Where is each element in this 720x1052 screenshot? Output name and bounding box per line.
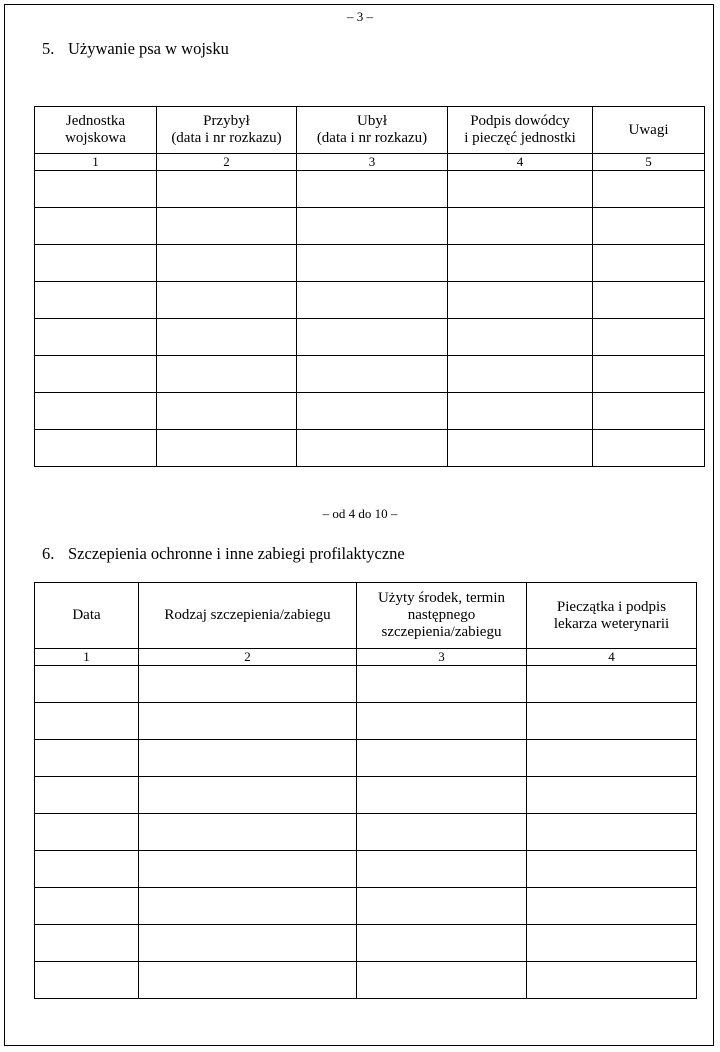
empty-cell [357, 814, 527, 851]
empty-cell [157, 245, 297, 282]
empty-cell [593, 208, 705, 245]
empty-cell [357, 703, 527, 740]
table-row [35, 208, 705, 245]
table-row [35, 393, 705, 430]
empty-cell [593, 393, 705, 430]
column-number: 1 [35, 154, 157, 171]
col-header-vet-stamp: Pieczątka i podpis lekarza weterynarii [527, 583, 697, 649]
table-row [35, 703, 697, 740]
empty-cell [527, 962, 697, 999]
page-range-note: – od 4 do 10 – [322, 506, 398, 521]
column-number-row [35, 649, 697, 666]
section-5-title: Używanie psa w wojsku [68, 39, 229, 58]
empty-cell [448, 393, 593, 430]
empty-cell [139, 740, 357, 777]
empty-cell [35, 962, 139, 999]
vaccination-rows [35, 666, 697, 999]
table-row [35, 888, 697, 925]
empty-cell [357, 666, 527, 703]
empty-cell [35, 208, 157, 245]
empty-cell [448, 356, 593, 393]
empty-cell [35, 282, 157, 319]
empty-cell [35, 925, 139, 962]
empty-cell [448, 171, 593, 208]
empty-cell [157, 356, 297, 393]
empty-cell [35, 245, 157, 282]
empty-cell [448, 430, 593, 467]
empty-cell [35, 851, 139, 888]
empty-cell [527, 925, 697, 962]
empty-cell [448, 208, 593, 245]
empty-cell [357, 962, 527, 999]
column-number-row [35, 154, 705, 171]
empty-cell [157, 430, 297, 467]
empty-cell [593, 282, 705, 319]
empty-cell [593, 171, 705, 208]
empty-cell [527, 777, 697, 814]
col-header-date: Data [35, 583, 139, 649]
empty-cell [157, 171, 297, 208]
column-number: 2 [139, 649, 357, 666]
empty-cell [35, 666, 139, 703]
empty-cell [139, 703, 357, 740]
col-header-unit: Jednostka wojskowa [35, 107, 157, 154]
table-row [35, 740, 697, 777]
vaccination-table [34, 582, 697, 999]
empty-cell [35, 393, 157, 430]
table-row [35, 666, 697, 703]
empty-cell [297, 208, 448, 245]
empty-cell [297, 171, 448, 208]
col-header-remarks: Uwagi [593, 107, 705, 154]
empty-cell [593, 319, 705, 356]
empty-cell [139, 814, 357, 851]
empty-cell [357, 888, 527, 925]
empty-cell [35, 888, 139, 925]
empty-cell [357, 925, 527, 962]
table-row [35, 962, 697, 999]
empty-cell [139, 777, 357, 814]
section-6-title: Szczepienia ochronne i inne zabiegi profilaktyczne [68, 544, 405, 563]
section-5-heading [42, 39, 229, 59]
table-row [35, 430, 705, 467]
table-header-row [35, 107, 705, 154]
column-number: 5 [593, 154, 705, 171]
empty-cell [157, 282, 297, 319]
table-row [35, 925, 697, 962]
table-row [35, 814, 697, 851]
table-row [35, 356, 705, 393]
column-number: 4 [448, 154, 593, 171]
table-row [35, 282, 705, 319]
page-number: – 3 – [347, 9, 373, 24]
military-use-table [34, 106, 705, 467]
empty-cell [35, 777, 139, 814]
empty-cell [297, 282, 448, 319]
empty-cell [35, 814, 139, 851]
empty-cell [593, 430, 705, 467]
column-number: 3 [357, 649, 527, 666]
empty-cell [448, 282, 593, 319]
empty-cell [527, 814, 697, 851]
empty-cell [35, 703, 139, 740]
empty-cell [35, 356, 157, 393]
section-5-number: 5. [42, 39, 55, 58]
empty-cell [297, 245, 448, 282]
table-row [35, 319, 705, 356]
column-number: 3 [297, 154, 448, 171]
column-number: 2 [157, 154, 297, 171]
section-6-number: 6. [42, 544, 55, 563]
empty-cell [139, 962, 357, 999]
empty-cell [35, 740, 139, 777]
empty-cell [139, 851, 357, 888]
section-6-heading [42, 544, 405, 564]
empty-cell [448, 245, 593, 282]
empty-cell [297, 393, 448, 430]
column-number: 1 [35, 649, 139, 666]
empty-cell [357, 777, 527, 814]
empty-cell [297, 319, 448, 356]
col-header-agent-next-date: Użyty środek, termin następnego szczepienia/zabiegu [357, 583, 527, 649]
empty-cell [448, 319, 593, 356]
column-number: 4 [527, 649, 697, 666]
empty-cell [139, 925, 357, 962]
empty-cell [157, 393, 297, 430]
col-header-procedure-type: Rodzaj szczepienia/zabiegu [139, 583, 357, 649]
empty-cell [593, 356, 705, 393]
military-use-rows [35, 171, 705, 467]
empty-cell [527, 666, 697, 703]
table-header-row [35, 583, 697, 649]
empty-cell [527, 888, 697, 925]
empty-cell [527, 740, 697, 777]
empty-cell [35, 319, 157, 356]
empty-cell [527, 851, 697, 888]
empty-cell [157, 208, 297, 245]
empty-cell [593, 245, 705, 282]
empty-cell [527, 703, 697, 740]
empty-cell [297, 430, 448, 467]
table-row [35, 171, 705, 208]
empty-cell [35, 171, 157, 208]
col-header-signature: Podpis dowódcy i pieczęć jednostki [448, 107, 593, 154]
table-row [35, 777, 697, 814]
empty-cell [139, 888, 357, 925]
empty-cell [357, 851, 527, 888]
col-header-departed: Ubył (data i nr rozkazu) [297, 107, 448, 154]
col-header-arrived: Przybył (data i nr rozkazu) [157, 107, 297, 154]
empty-cell [297, 356, 448, 393]
empty-cell [357, 740, 527, 777]
empty-cell [139, 666, 357, 703]
empty-cell [35, 430, 157, 467]
table-row [35, 851, 697, 888]
empty-cell [157, 319, 297, 356]
table-row [35, 245, 705, 282]
